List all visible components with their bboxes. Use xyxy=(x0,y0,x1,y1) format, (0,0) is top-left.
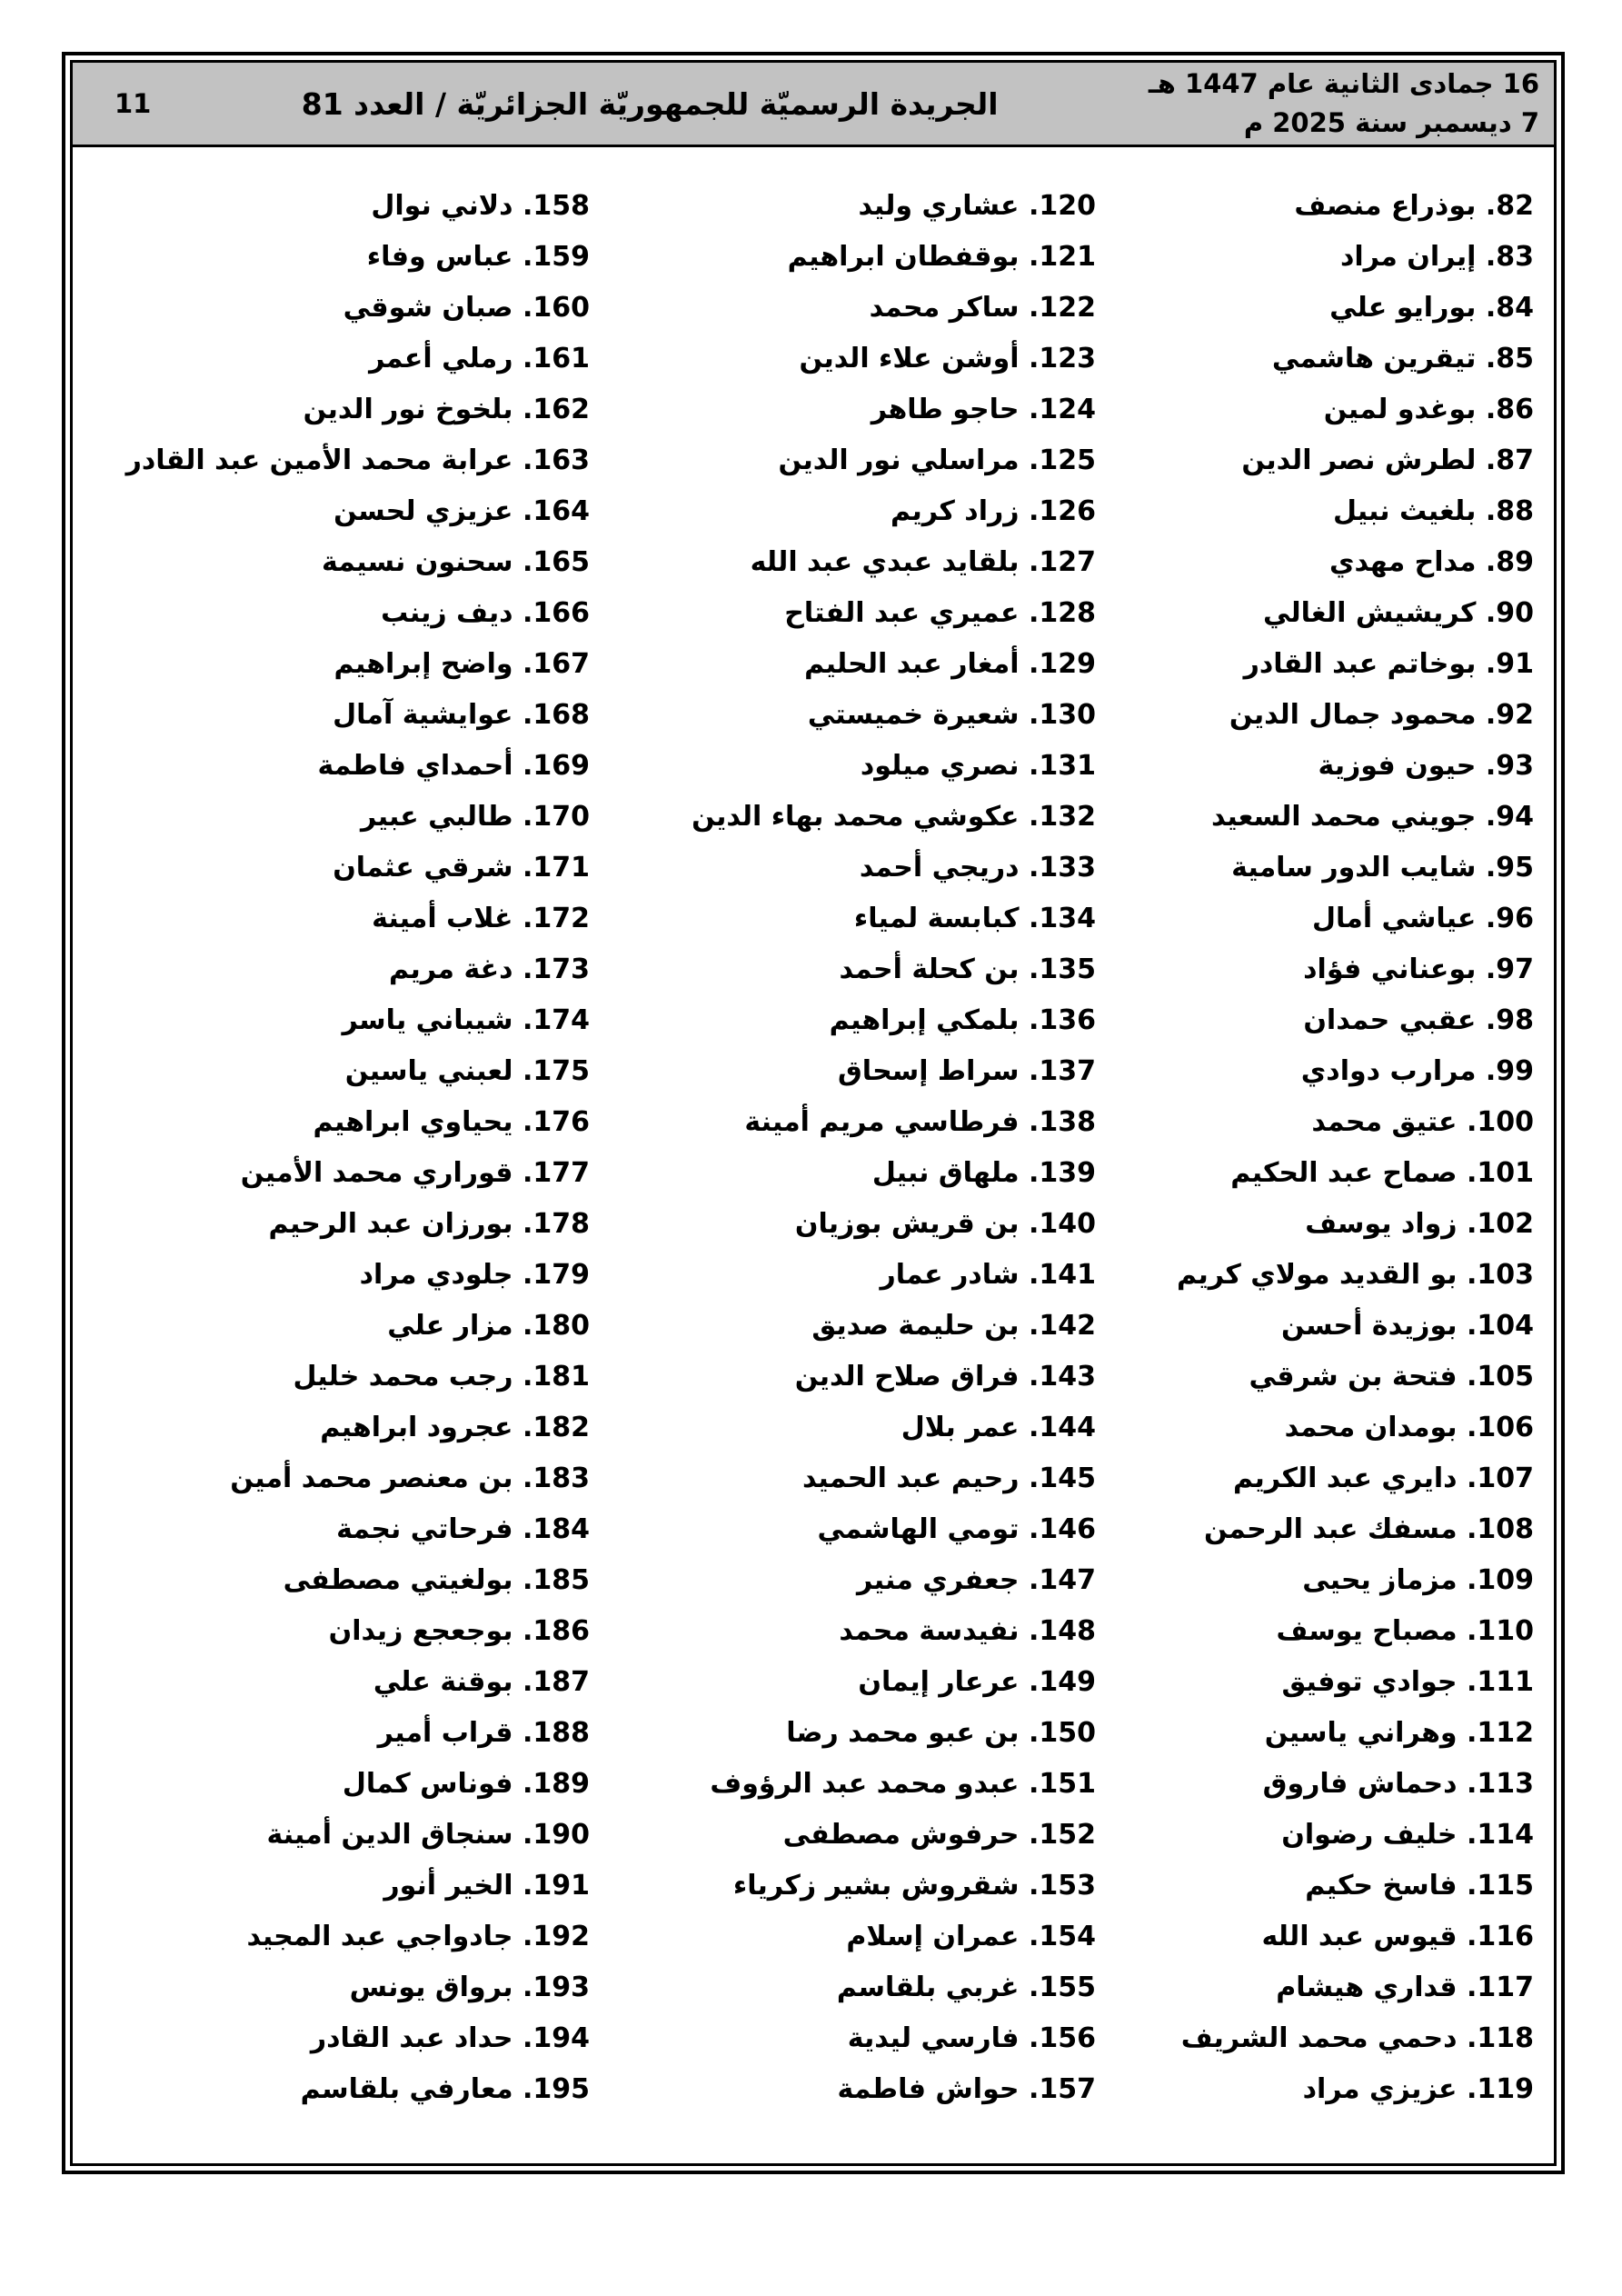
list-item: 112. وهراني ياسين xyxy=(1264,1716,1534,1749)
list-item: 100. عتيق محمد xyxy=(1311,1105,1534,1138)
names-column-middle xyxy=(590,180,1096,2163)
page-number: 11 xyxy=(114,88,152,119)
list-item: 91. بوخاتم عبد القادر xyxy=(1243,647,1534,680)
list-item: 141. شادر عمار xyxy=(880,1258,1096,1291)
list-item: 130. شعيرة خميستي xyxy=(807,698,1096,731)
list-item: 83. إيران مراد xyxy=(1339,240,1534,273)
list-item: 178. بورزان عبد الرحيم xyxy=(268,1207,590,1240)
list-item: 144. عمر بلال xyxy=(901,1411,1096,1443)
list-item: 114. خليف رضوان xyxy=(1281,1818,1534,1851)
list-item: 102. زواد يوسف xyxy=(1305,1207,1534,1240)
list-item: 113. دحماش فاروق xyxy=(1262,1767,1534,1800)
list-item: 169. أحمداي فاطمة xyxy=(317,749,590,782)
list-item: 143. فراق صلاح الدين xyxy=(794,1360,1096,1393)
list-item: 88. بلغيث نبيل xyxy=(1332,494,1534,527)
list-item: 154. عمران إسلام xyxy=(846,1920,1096,1952)
hijri-date: 16 جمادى الثانية عام 1447 هـ xyxy=(1148,68,1539,99)
list-item: 111. جوادي توفيق xyxy=(1281,1665,1534,1698)
list-item: 177. قوراري محمد الأمين xyxy=(240,1156,590,1189)
list-item: 175. لعبني ياسين xyxy=(344,1054,590,1087)
list-item: 159. عباس وفاء xyxy=(366,240,590,273)
list-item: 106. بومدان محمد xyxy=(1284,1411,1534,1443)
list-item: 135. بن كحلة أحمد xyxy=(839,953,1096,985)
list-item: 182. عجرود ابراهيم xyxy=(320,1411,590,1443)
names-column-right xyxy=(1096,180,1534,2163)
list-item: 124. حاجو طاهر xyxy=(871,393,1096,425)
list-item: 179. جلودي مراد xyxy=(359,1258,590,1291)
list-item: 192. جادواجي عبد المجيد xyxy=(246,1920,590,1952)
list-item: 84. بورايو علي xyxy=(1329,291,1534,324)
header-band xyxy=(73,63,1554,147)
list-item: 104. بوزيدة أحسن xyxy=(1281,1309,1534,1342)
inner-frame xyxy=(70,60,1557,2166)
list-item: 147. جعفري منير xyxy=(857,1563,1096,1596)
list-item: 164. عزيزي لحسن xyxy=(333,494,590,527)
list-item: 131. نصري ميلود xyxy=(860,749,1096,782)
list-item: 166. ديف زينب xyxy=(381,596,590,629)
list-item: 120. عشاري وليد xyxy=(858,189,1096,222)
list-item: 136. بلمكي إبراهيم xyxy=(829,1003,1096,1036)
list-item: 157. حواش فاطمة xyxy=(837,2072,1096,2105)
page-frame xyxy=(62,52,1565,2174)
list-item: 105. فتحة بن شرقي xyxy=(1249,1360,1534,1393)
list-item: 193. برواق يونس xyxy=(349,1971,590,2003)
list-item: 129. أمغار عبد الحليم xyxy=(804,647,1096,680)
list-item: 172. غلاب أمينة xyxy=(372,902,590,934)
list-item: 82. بوذراع منصف xyxy=(1294,189,1534,222)
list-item: 180. مزار علي xyxy=(387,1309,590,1342)
list-item: 195. معارفي بلقاسم xyxy=(300,2072,590,2105)
list-item: 158. دلاني نوال xyxy=(371,189,590,222)
journal-title: الجريدة الرسميّة للجمهوريّة الجزائريّة / العدد 81 xyxy=(301,85,999,122)
list-item: 98. عقبي حمدان xyxy=(1303,1003,1534,1036)
list-item: 103. بو القديد مولاي كريم xyxy=(1176,1258,1534,1291)
list-item: 171. شرقي عثمان xyxy=(333,851,590,883)
list-item: 116. قيوس عبد الله xyxy=(1261,1920,1534,1952)
list-item: 151. عبدو محمد عبد الرؤوف xyxy=(710,1767,1096,1800)
list-item: 145. رحيم عبد الحميد xyxy=(802,1462,1096,1494)
names-column-left xyxy=(93,180,590,2163)
list-item: 152. حرفوش مصطفى xyxy=(782,1818,1096,1851)
list-item: 99. مرارب دوادي xyxy=(1300,1054,1534,1087)
list-item: 170. طالبي عبير xyxy=(361,800,590,833)
list-item: 165. سحنون نسيمة xyxy=(321,545,590,578)
list-item: 173. دغة مريم xyxy=(388,953,590,985)
list-item: 132. عكوشي محمد بهاء الدين xyxy=(692,800,1096,833)
list-item: 125. مراسلي نور الدين xyxy=(778,444,1096,476)
list-item: 128. عميري عبد الفتاح xyxy=(784,596,1096,629)
list-item: 162. بلخوخ نور الدين xyxy=(303,393,590,425)
list-item: 127. بلقايد عبدي عبد الله xyxy=(750,545,1096,578)
list-item: 150. بن عبو محمد رضا xyxy=(786,1716,1096,1749)
list-item: 90. كريشيش الغالي xyxy=(1263,596,1534,629)
list-item: 194. حداد عبد القادر xyxy=(310,2021,590,2054)
list-item: 133. دريجي أحمد xyxy=(859,851,1096,883)
gregorian-date: 7 ديسمبر سنة 2025 م xyxy=(1243,107,1539,138)
list-item: 87. لطرش نصر الدين xyxy=(1241,444,1534,476)
list-item: 107. دايري عبد الكريم xyxy=(1233,1462,1534,1494)
list-item: 168. عوايشية آمال xyxy=(333,698,590,731)
list-item: 142. بن حليمة صديق xyxy=(811,1309,1096,1342)
list-item: 140. بن قريش بوزيان xyxy=(794,1207,1096,1240)
list-item: 101. صماح عبد الحكيم xyxy=(1230,1156,1534,1189)
list-item: 190. سنجاق الدين أمينة xyxy=(266,1818,590,1851)
list-item: 189. فوناس كمال xyxy=(342,1767,590,1800)
list-item: 161. رملي أعمر xyxy=(369,342,590,374)
list-item: 95. شايب الدور سامية xyxy=(1231,851,1534,883)
list-item: 156. فارسي ليدية xyxy=(847,2021,1096,2054)
list-item: 181. رجب محمد خليل xyxy=(293,1360,590,1393)
list-item: 146. تومي الهاشمي xyxy=(817,1512,1096,1545)
list-item: 109. مزماز يحيى xyxy=(1302,1563,1534,1596)
list-item: 123. أوشن علاء الدين xyxy=(799,342,1096,374)
list-item: 89. مداح مهدي xyxy=(1328,545,1534,578)
list-item: 163. عرابة محمد الأمين عبد القادر xyxy=(125,444,590,476)
list-item: 155. غربي بلقاسم xyxy=(836,1971,1096,2003)
list-item: 119. عزيزي مراد xyxy=(1302,2072,1534,2105)
date-block xyxy=(1149,65,1539,143)
list-item: 115. فاسخ حكيم xyxy=(1305,1869,1534,1902)
list-item: 96. عياشي أمال xyxy=(1311,902,1534,934)
names-list xyxy=(73,147,1554,2163)
list-item: 185. بولغيتي مصطفى xyxy=(283,1563,590,1596)
list-item: 93. حيون فوزية xyxy=(1318,749,1534,782)
list-item: 85. تيقرين هاشمي xyxy=(1271,342,1534,374)
list-item: 134. كبابسة لمياء xyxy=(853,902,1096,934)
list-item: 167. واضح إبراهيم xyxy=(333,647,590,680)
list-item: 148. نفيدسة محمد xyxy=(839,1614,1096,1647)
list-item: 138. فرطاسي مريم أمينة xyxy=(744,1105,1096,1138)
list-item: 137. سراط إسحاق xyxy=(837,1054,1096,1087)
list-item: 97. بوعناني فؤاد xyxy=(1303,953,1534,985)
list-item: 183. بن معنصر محمد أمين xyxy=(230,1462,590,1494)
list-item: 122. ساكر محمد xyxy=(869,291,1096,324)
list-item: 176. يحياوي ابراهيم xyxy=(313,1105,590,1138)
list-item: 160. صبان شوقي xyxy=(343,291,590,324)
list-item: 149. عرعار إيمان xyxy=(858,1665,1096,1698)
list-item: 174. شيباني ياسر xyxy=(342,1003,590,1036)
list-item: 118. دحمي محمد الشريف xyxy=(1180,2021,1534,2054)
list-item: 139. ملهاق نبيل xyxy=(871,1156,1096,1189)
list-item: 86. بوغدو لمين xyxy=(1323,393,1534,425)
list-item: 92. محمود جمال الدين xyxy=(1229,698,1534,731)
list-item: 126. زراد كريم xyxy=(890,494,1096,527)
list-item: 110. مصباح يوسف xyxy=(1276,1614,1534,1647)
list-item: 94. جويني محمد السعيد xyxy=(1211,800,1534,833)
list-item: 191. الخير أنور xyxy=(383,1869,590,1902)
list-item: 188. قراب أمير xyxy=(377,1716,590,1749)
list-item: 187. بوقنة علي xyxy=(373,1665,590,1698)
list-item: 153. شقروش بشير زكرياء xyxy=(732,1869,1096,1902)
list-item: 117. قداري هيشام xyxy=(1276,1971,1534,2003)
list-item: 186. بوجعجع زيدان xyxy=(328,1614,590,1647)
list-item: 108. مسفك عبد الرحمن xyxy=(1204,1512,1534,1545)
list-item: 184. فرحاتي نجمة xyxy=(336,1512,590,1545)
list-item: 121. بوقفطان ابراهيم xyxy=(787,240,1096,273)
